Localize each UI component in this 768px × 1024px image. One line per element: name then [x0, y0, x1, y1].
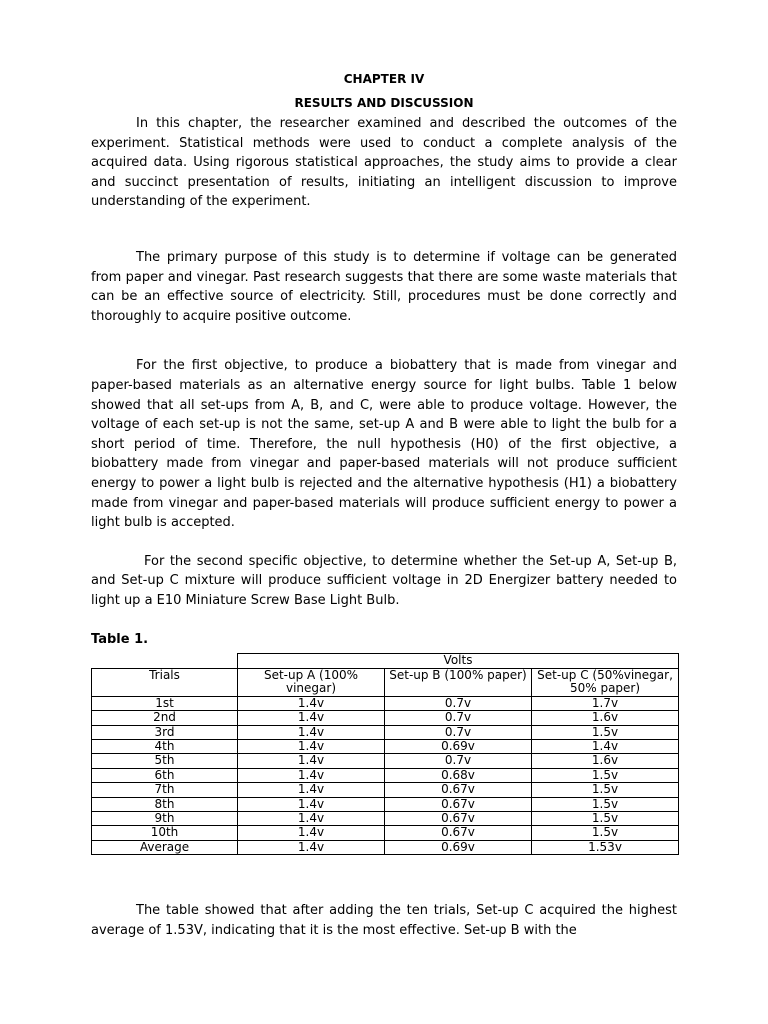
- document-body: [91, 70, 677, 940]
- table-cell: 1.5v: [532, 768, 679, 782]
- table-cell: 0.69v: [385, 739, 532, 753]
- table-cell: 8th: [92, 797, 238, 811]
- table-cell: 1.6v: [532, 754, 679, 768]
- paragraph-purpose: The primary purpose of this study is to determine if voltage can be generated from paper and vinegar. Past research suggests that there are some waste materials that can be an effective source of electricity. Still, procedures must be done correctly and thoroughly to acquire positive outcome.: [91, 249, 677, 324]
- paragraph-intro: In this chapter, the researcher examined and described the outcomes of the experiment. Statistical methods were used to conduct a complete analysis of the acquired data. Using rigorous statistical approaches, the study aims to provide a clear and succinct presentation of results, initiating an intelligent discussion to improve understanding of the experiment.: [91, 116, 677, 210]
- column-header-setup-b: Set-up B (100% paper): [385, 668, 532, 696]
- table-cell: 9th: [92, 811, 238, 825]
- table-cell: 0.7v: [385, 754, 532, 768]
- table-cell: 1.5v: [532, 797, 679, 811]
- table-cell: 1.4v: [238, 826, 385, 840]
- paragraph-closing: The table showed that after adding the ten trials, Set-up C acquired the highest average of 1.53V, indicating that it is the most effective. Set-up B with the: [91, 903, 677, 938]
- table-row: [92, 826, 679, 840]
- table-cell: 1.4v: [238, 725, 385, 739]
- results-table: [91, 653, 679, 855]
- table-header-row: [92, 668, 679, 696]
- table-cell: 0.7v: [385, 725, 532, 739]
- table-cell: 1.4v: [238, 783, 385, 797]
- table-cell: 1.53v: [532, 840, 679, 854]
- table-cell: 1.4v: [238, 811, 385, 825]
- table-row: [92, 797, 679, 811]
- table-row: [92, 711, 679, 725]
- table-cell: 5th: [92, 754, 238, 768]
- chapter-heading: CHAPTER IV: [343, 72, 425, 86]
- table-cell: 1st: [92, 696, 238, 710]
- column-header-setup-a: Set-up A (100% vinegar): [238, 668, 385, 696]
- table-cell: 2nd: [92, 711, 238, 725]
- table-cell: 6th: [92, 768, 238, 782]
- table-cell: 1.5v: [532, 826, 679, 840]
- table-row: [92, 811, 679, 825]
- table-cell: 1.4v: [238, 754, 385, 768]
- table-cell: 10th: [92, 826, 238, 840]
- table-cell: 1.4v: [238, 711, 385, 725]
- table-cell: 0.67v: [385, 797, 532, 811]
- table-cell: 1.7v: [532, 696, 679, 710]
- table-row: [92, 754, 679, 768]
- table-cell: 1.4v: [238, 840, 385, 854]
- table-cell: 1.4v: [238, 739, 385, 753]
- table-row: [92, 768, 679, 782]
- column-header-trials: Trials: [92, 668, 238, 696]
- table-cell: 0.7v: [385, 711, 532, 725]
- table-cell: Average: [92, 840, 238, 854]
- table-cell: 0.68v: [385, 768, 532, 782]
- table-cell: 3rd: [92, 725, 238, 739]
- volts-group-header: Volts: [238, 654, 679, 668]
- table-cell: 0.67v: [385, 811, 532, 825]
- table-cell: 0.67v: [385, 826, 532, 840]
- table-cell: 1.6v: [532, 711, 679, 725]
- table-group-header-row: [92, 654, 679, 668]
- table-cell: 1.4v: [532, 739, 679, 753]
- column-header-setup-c: Set-up C (50%vinegar, 50% paper): [532, 668, 679, 696]
- table-cell: 1.4v: [238, 696, 385, 710]
- chapter-title: RESULTS AND DISCUSSION: [294, 96, 474, 110]
- table-cell: 1.5v: [532, 783, 679, 797]
- table-cell: 0.69v: [385, 840, 532, 854]
- table-cell: 1.4v: [238, 797, 385, 811]
- table-cell: 0.7v: [385, 696, 532, 710]
- table-row: [92, 739, 679, 753]
- paragraph-second-objective: For the second specific objective, to determine whether the Set-up A, Set-up B, and Set-up C mixture will produce sufficient voltage in 2D Energizer battery needed to light up a E10 Miniature Screw Base Light Bulb.: [91, 553, 677, 608]
- table-row: [92, 783, 679, 797]
- table-cell: 4th: [92, 739, 238, 753]
- table-row: [92, 840, 679, 854]
- table-row: [92, 696, 679, 710]
- table-title: Table 1.: [91, 632, 149, 648]
- table-cell: 7th: [92, 783, 238, 797]
- table-cell: 1.5v: [532, 725, 679, 739]
- paragraph-first-objective: For the first objective, to produce a biobattery that is made from vinegar and paper-based materials as an alternative energy source for light bulbs. Table 1 below showed that all set-ups from A, B, and C, were able to produce voltage. However, the voltage of each set-up is not the same, set-up A and B were able to light the bulb for a short period of time. Therefore, the null hypothesis (H0) of the first objective, a biobattery made from vinegar and paper-based materials will not produce sufficient energy to power a light bulb is rejected and the alternative hypothesis (H1) a biobattery made from vinegar and paper-based materials will produce sufficient energy to power a light bulb is accepted.: [91, 358, 677, 531]
- table-row: [92, 725, 679, 739]
- table-cell: 0.67v: [385, 783, 532, 797]
- table-cell: 1.5v: [532, 811, 679, 825]
- table-cell: 1.4v: [238, 768, 385, 782]
